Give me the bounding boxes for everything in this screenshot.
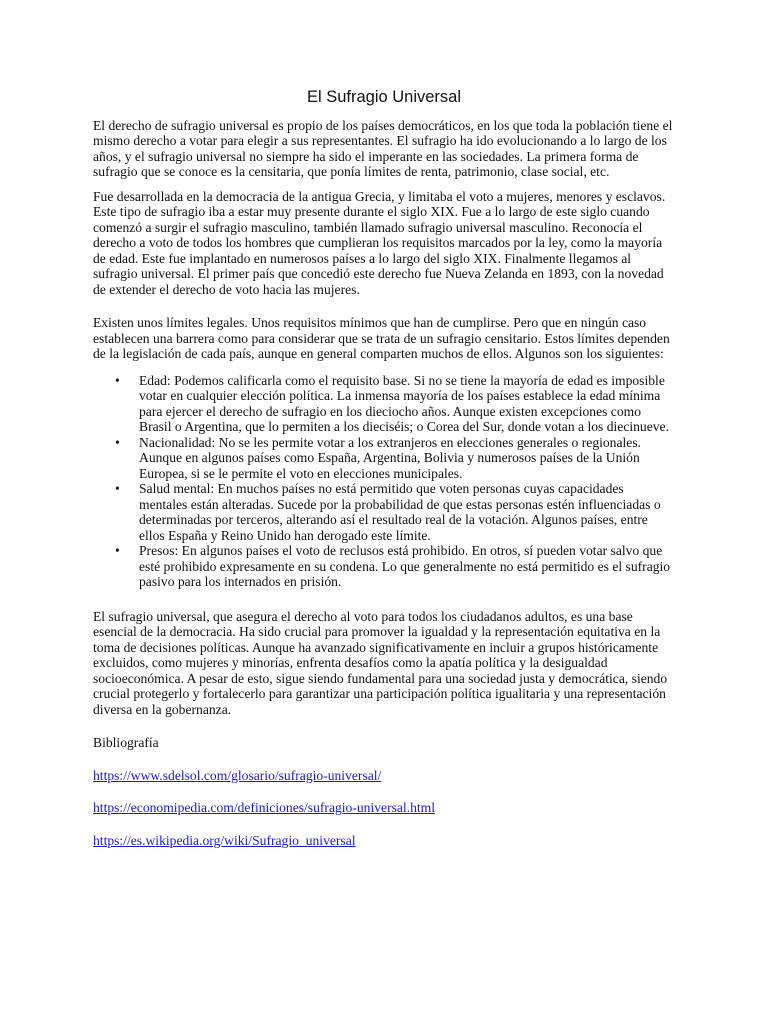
document-title: El Sufragio Universal [306, 88, 462, 106]
link-economipedia[interactable]: https://economipedia.com/definiciones/sufragio-universal.html [93, 800, 436, 815]
link-sdelsol[interactable]: https://www.sdelsol.com/glosario/sufragio-universal/ [93, 767, 382, 783]
bibliography-entry [93, 768, 675, 784]
bibliography-heading: Bibliografía [93, 735, 159, 750]
bullet-icon: • [115, 481, 120, 496]
bibliography-entry [93, 833, 675, 849]
list-item-salud-mental [115, 481, 675, 543]
list-item-text: Nacionalidad: No se les permite votar a los extranjeros en elecciones generales o regionales. Aunque en algunos países como España, Argentina, Bolivia y numerosos países de la Unión Europea, si se le permite el voto en elecciones municipales. [139, 434, 642, 481]
requirements-list [93, 373, 675, 590]
link-wikipedia[interactable]: https://es.wikipedia.org/wiki/Sufragio_universal [93, 832, 356, 848]
list-item-presos [115, 543, 675, 590]
paragraph-conclusion: El sufragio universal, que asegura el derecho al voto para todos los ciudadanos adultos, es una base esencial de la democracia. Ha sido crucial para promover la igualdad y la representación equitativa en la toma de decisiones políticas. Aunque ha avanzado significativamente en incluir a grupos históricamente excluidos, como mujeres y minorías, enfrenta desafíos como la apatía política y la desigualdad socioeconómica. A pesar de esto, sigue siendo fundamental para una sociedad justa y democrática, siendo crucial protegerlo y fortalecerlo para garantizar una participación política igualitaria y una representación diversa en la gobernanza. [93, 608, 668, 717]
list-item-edad [115, 372, 675, 435]
list-item-text: Presos: En algunos países el voto de reclusos está prohibido. En otros, sí pueden votar salvo que esté prohibido expresamente en su condena. Lo que generalmente no está permitido es el sufragio pasivo para los internados en prisión. [139, 543, 671, 589]
list-item-text: Edad: Podemos calificarla como el requisito base. Si no se tiene la mayoría de edad es imposible votar en cualquier elección política. La inmensa mayoría de los países establece la edad mínima para ejercer el derecho de sufragio en los dieciocho años. Aunque existen excepciones como Brasil o Argentina, que lo permiten a los dieciséis; o Corea del Sur, donde votan a los diecinueve. [139, 372, 669, 434]
bullet-icon: • [115, 372, 120, 388]
bullet-icon: • [115, 434, 120, 450]
paragraph-limits: Existen unos límites legales. Unos requisitos mínimos que han de cumplirse. Pero que en ningún caso establecen una barrera como para considerar que se trata de un sufragio censitario. Estos límites dependen de la legislación de cada país, aunque en general comparten muchos de ellos. Algunos son los siguientes: [93, 315, 670, 361]
bullet-icon: • [115, 543, 120, 558]
bibliography-entry [93, 800, 675, 816]
document-page [93, 87, 675, 865]
list-item-nacionalidad [115, 434, 675, 482]
paragraph-history: Fue desarrollada en la democracia de la antigua Grecia, y limitaba el voto a mujeres, menores y esclavos. Este tipo de sufragio iba a estar muy presente durante el siglo XIX. Fue a lo largo de este siglo cuando comenzó a surgir el sufragio masculino, también llamado sufragio universal masculino. Reconocía el derecho a voto de todos los hombres que cumplieran los requisitos marcados por la ley, como la mayoría de edad. Este fue implantado en numerosos países a lo largo del siglo XIX. Finalmente llegamos al sufragio universal. El primer país que concedió este derecho fue Nueva Zelanda en 1893, con la novedad de extender el derecho de voto hacia las mujeres. [93, 188, 666, 297]
list-item-text: Salud mental: En muchos países no está permitido que voten personas cuyas capacidades mentales están alteradas. Sucede por la probabilidad de que estas personas estén influenciadas o determinadas por terceros, alterando así el resultado real de la votación. Algunos países, entre ellos España y Reino Unido han derogado este límite. [139, 481, 661, 543]
paragraph-intro: El derecho de sufragio universal es propio de los países democráticos, en los que toda la población tiene el mismo derecho a votar para elegir a sus representantes. El sufragio ha ido evolucionando a lo largo de los años, y el sufragio universal no siempre ha sido el imperante en las sociedades. La primera forma de sufragio que se conoce es la censitaria, que ponía límites de renta, patrimonio, clase social, etc. [93, 117, 673, 179]
